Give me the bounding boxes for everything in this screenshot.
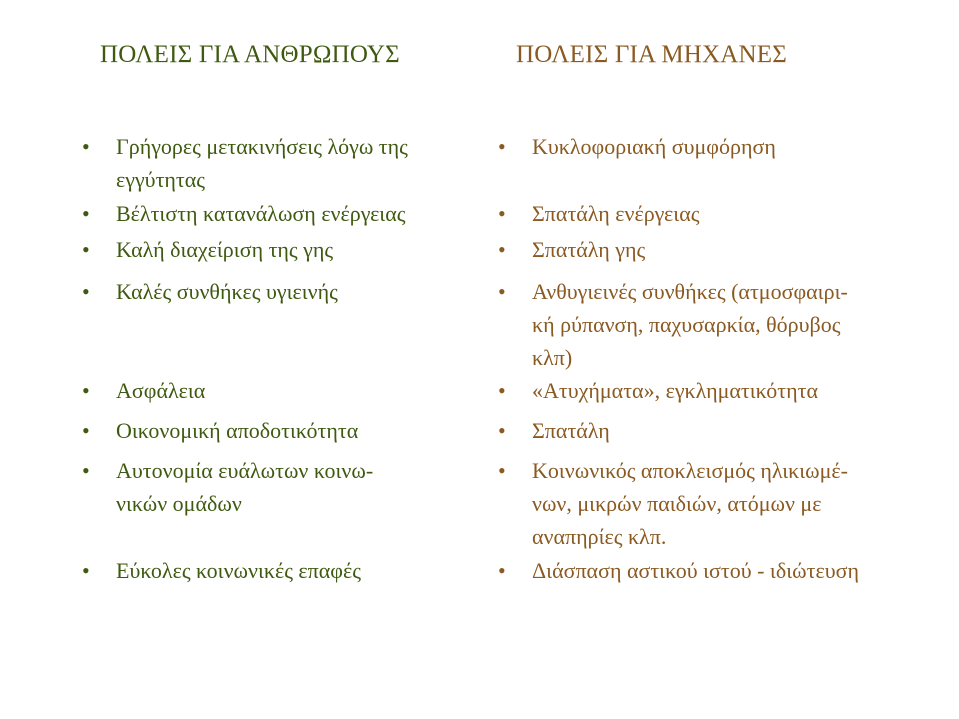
heading-cities-for-people: ΠΟΛΕΙΣ ΓΙΑ ΑΝΘΡΩΠΟΥΣ [100,41,400,68]
list-item-text: Βέλτιστη κατανάλωση ενέργειας [116,201,406,226]
list-item [82,130,482,196]
heading-cities-for-machines: ΠΟΛΕΙΣ ΓΙΑ ΜΗΧΑΝΕΣ [516,41,788,68]
bullet-icon: • [498,279,506,304]
list-item [498,554,928,587]
list-item-text: Διάσπαση αστικού ιστού - ιδιώτευση [532,558,859,583]
list-item-text: Κοινωνικός αποκλεισμός ηλικιωμέ- νων, μικρών παιδιών, ατόμων με αναπηρίες κλπ. [532,458,848,549]
list-item-text: Σπατάλη ενέργειας [532,201,700,226]
list-item [82,275,482,308]
list-item [498,233,928,266]
bullet-icon: • [82,201,90,226]
bullet-icon: • [82,134,90,159]
bullet-icon: • [498,558,506,583]
list-item-text: Ασφάλεια [116,378,206,403]
bullet-icon: • [498,237,506,262]
bullet-icon: • [82,418,90,443]
list-item [498,414,928,447]
list-item-text: Γρήγορες μετακινήσεις λόγω της εγγύτητας [116,134,408,192]
list-item [82,554,482,587]
list-item-text: «Ατυχήματα», εγκληματικότητα [532,378,818,403]
list-item-text: Κυκλοφοριακή συμφόρηση [532,134,776,159]
list-item [82,414,482,447]
list-item [498,454,928,553]
list-item [498,197,928,230]
bullet-icon: • [82,378,90,403]
list-item [82,454,482,520]
list-item-text: Σπατάλη [532,418,610,443]
list-item-text: Καλή διαχείριση της γης [116,237,334,262]
list-item [82,197,482,230]
list-item [498,130,928,163]
list-item-text: Καλές συνθήκες υγιεινής [116,279,338,304]
bullet-icon: • [82,237,90,262]
list-item [82,233,482,266]
list-item-text: Αυτονομία ευάλωτων κοινω- νικών ομάδων [116,458,374,516]
list-item-text: Εύκολες κοινωνικές επαφές [116,558,361,583]
bullet-icon: • [498,134,506,159]
list-item [498,374,928,407]
bullet-icon: • [82,279,90,304]
bullet-icon: • [498,378,506,403]
list-item [498,275,928,374]
bullet-icon: • [498,418,506,443]
list-item-text: Οικονομική αποδοτικότητα [116,418,359,443]
bullet-icon: • [498,458,506,483]
list-item-text: Ανθυγιεινές συνθήκες (ατμοσφαιρι- κή ρύπανση, παχυσαρκία, θόρυβος κλπ) [532,279,848,370]
bullet-icon: • [82,558,90,583]
list-item-text: Σπατάλη γης [532,237,646,262]
list-item [82,374,482,407]
bullet-icon: • [82,458,90,483]
bullet-icon: • [498,201,506,226]
